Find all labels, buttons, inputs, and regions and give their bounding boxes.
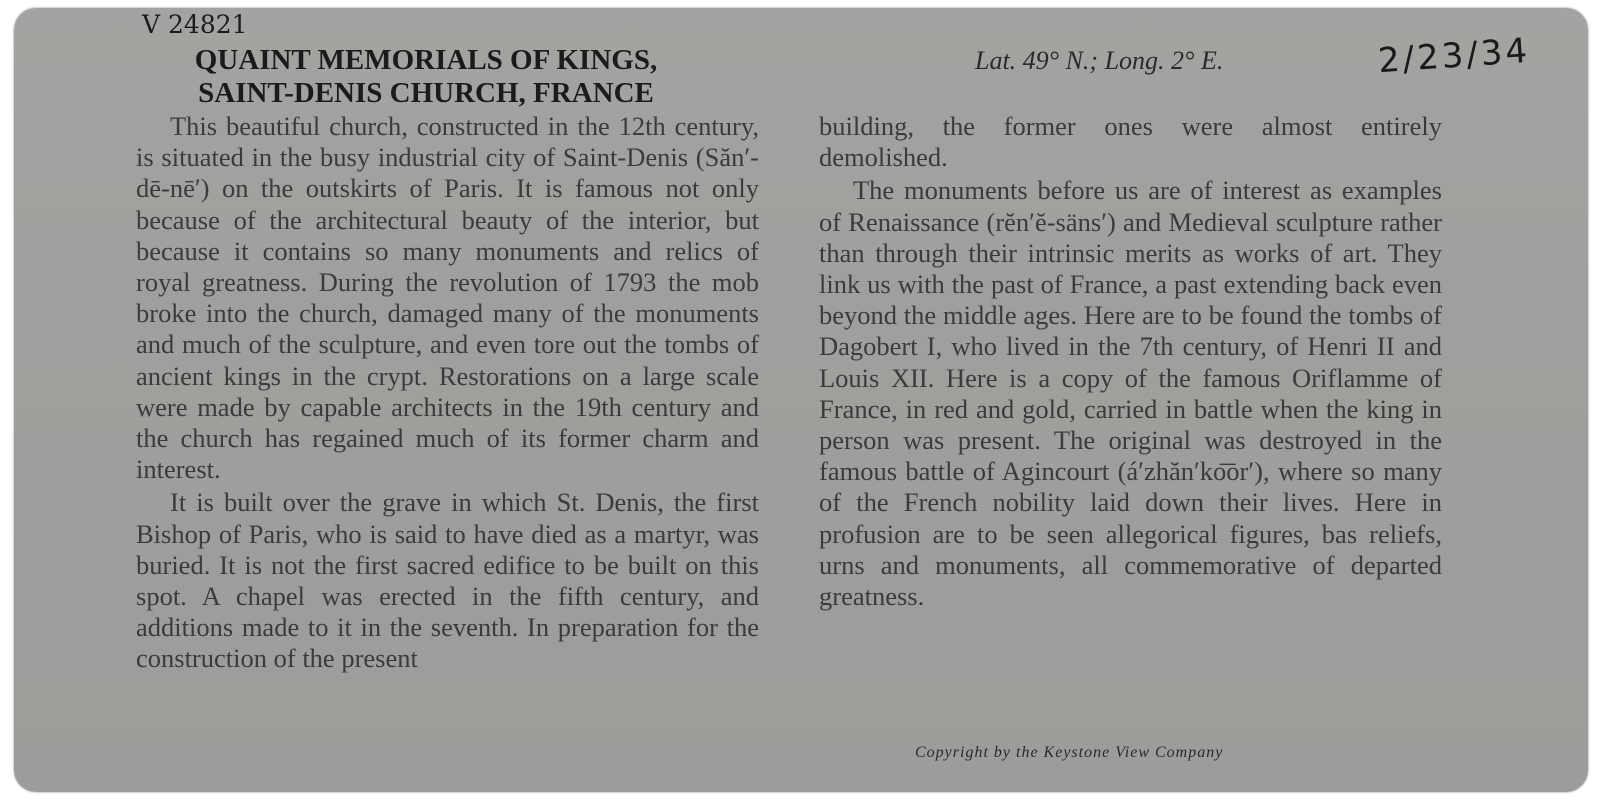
paragraph: It is built over the grave in which St. Denis, the first Bishop of Paris, who is said to have died as a martyr, was buried. It is not the first sacred edifice to be built on this spot. A chapel was erected in the fifth century, and additions made to it in the seventh. In preparation for the construction of the present [136, 487, 759, 674]
title-line-1: QUAINT MEMORIALS OF KINGS, [194, 44, 658, 76]
right-text-column [819, 111, 1442, 612]
serial-number: V 24821 [142, 10, 248, 39]
handwritten-date: 2/23/34 [1376, 30, 1532, 82]
paragraph: This beautiful church, constructed in the 12th century, is situated in the busy industrial city of Saint-Denis (Săn′-dē-nē′) on the outskirts of Paris. It is famous not only because of the architectural beauty of the interior, but because it contains so many monuments and relics of royal greatness. During the revolution of 1793 the mob broke into the church, damaged many of the monuments and much of the sculpture, and even tore out the tombs of ancient kings in the crypt. Restorations on a large scale were made by capable architects in the 19th century and the church has regained much of its former charm and interest. [136, 111, 759, 485]
latitude-longitude: Lat. 49° N.; Long. 2° E. [975, 46, 1224, 75]
title-line-2: SAINT-DENIS CHURCH, FRANCE [198, 77, 654, 109]
paragraph: building, the former ones were almost entirely demolished. [819, 111, 1442, 173]
paragraph: The monuments before us are of interest as examples of Renaissance (rĕn′ĕ-säns′) and Medieval sculpture rather than through their intrinsic merits as works of art. They link us with the past of France, a past extending back even beyond the middle ages. Here are to be found the tombs of Dagobert I, who lived in the 7th century, of Henri II and Louis XII. Here is a copy of the famous Oriflamme of France, in red and gold, carried in battle when the king in person was present. The original was destroyed in the famous battle of Agincourt (á′zhăn′ko͞or′), where so many of the French nobility laid down their lives. Here in profusion are to be seen allegorical figures, bas reliefs, urns and monuments, all commemorative of departed greatness. [819, 175, 1442, 612]
copyright-notice: Copyright by the Keystone View Company [915, 744, 1224, 761]
card-title [146, 44, 706, 110]
left-text-column [136, 111, 759, 675]
